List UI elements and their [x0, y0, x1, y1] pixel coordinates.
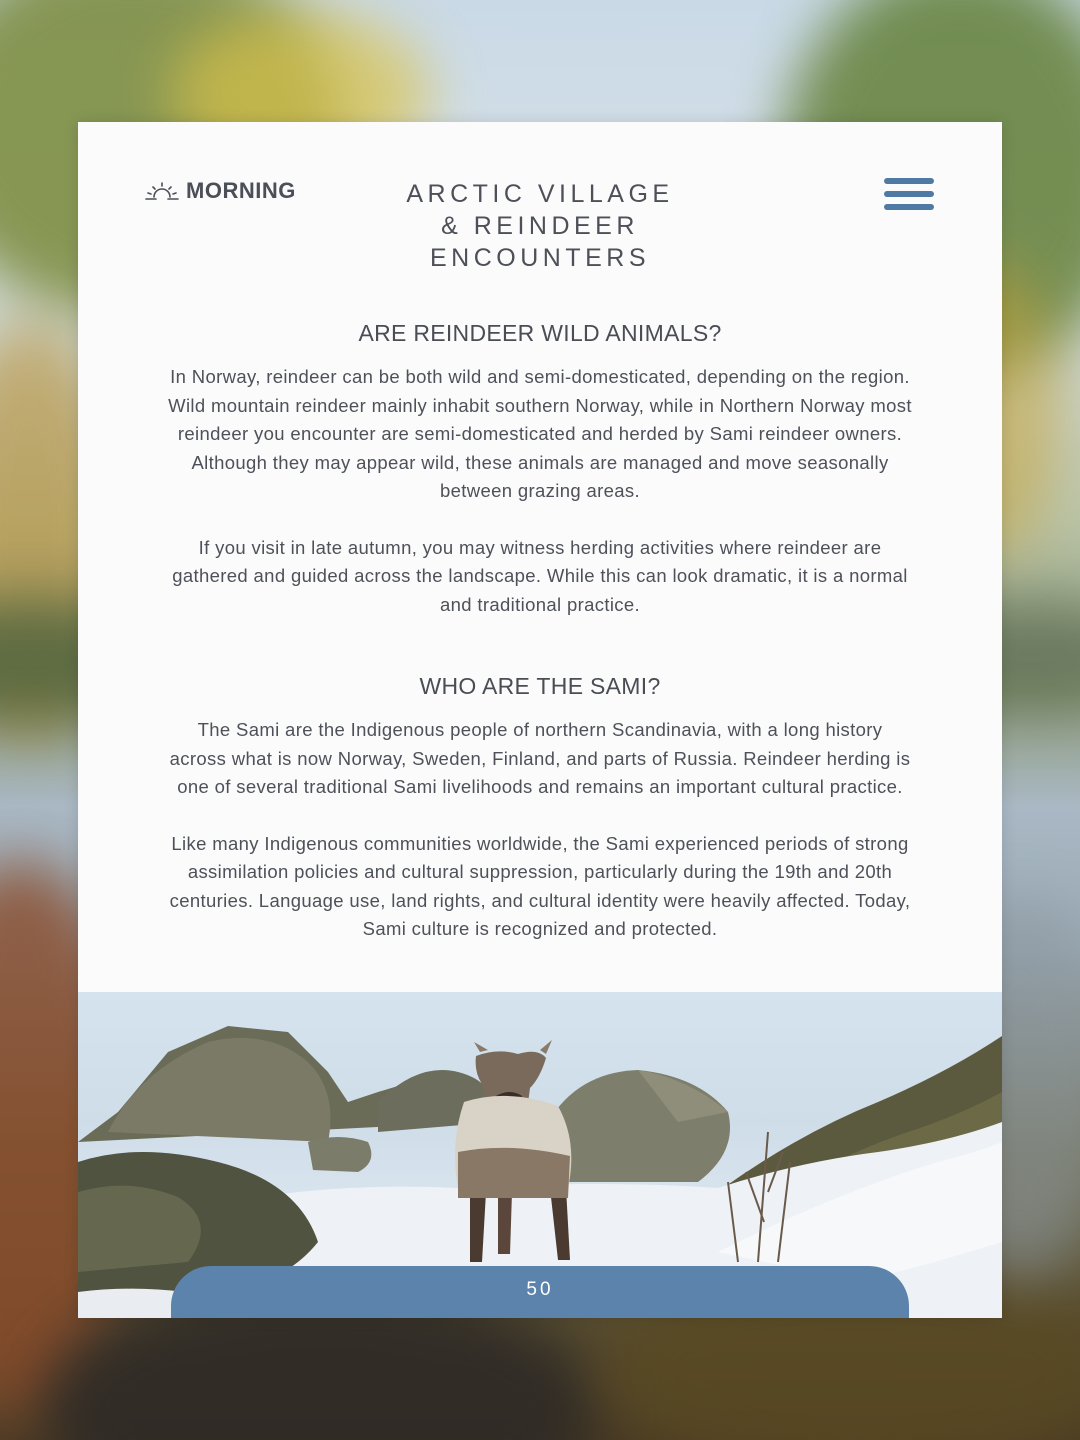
- paragraph: The Sami are the Indigenous people of northern Scandinavia, with a long history across what is now Norway, Sweden, Finland, and parts of Russia. Reindeer herding is one of several traditional Sami livelihoods and remains an important cultural practice.: [169, 719, 911, 797]
- paragraph: Like many Indigenous communities worldwide, the Sami experienced periods of strong assimilation policies and cultural suppression, particularly during the 19th and 20th centuries. Language use, land rights, and cultural identity were heavily affected. Today, Sami culture is recognized and protected.: [169, 832, 911, 939]
- page-title: [340, 178, 740, 274]
- guide-page: [78, 122, 1002, 1318]
- paragraph: In Norway, reindeer can be both wild and semi-domesticated, depending on the region. Wild mountain reindeer mainly inhabit southern Norway, while in Northern Norway most reindeer you encounter are semi-domesticated and herded by Sami reindeer owners. Although they may appear wild, these animals are managed and move seasonally between grazing areas.: [168, 366, 912, 501]
- section-label: MORNING: [186, 178, 296, 203]
- paragraph: If you visit in late autumn, you may witness herding activities where reindeer are gathered and guided across the landscape. While this can look dramatic, it is a normal and traditional practice.: [172, 536, 908, 615]
- sunrise-icon: [144, 180, 180, 202]
- title-line: ENCOUNTERS: [429, 244, 650, 272]
- title-line: & REINDEER: [441, 212, 639, 240]
- section-tag: [144, 178, 296, 204]
- title-line: ARCTIC VILLAGE: [406, 180, 674, 208]
- section-heading: ARE REINDEER WILD ANIMALS?: [358, 320, 722, 346]
- page-number: 50: [526, 1279, 554, 1300]
- page-number-tab: [171, 1266, 909, 1318]
- hamburger-menu-icon[interactable]: [884, 177, 936, 215]
- article-body: [168, 320, 912, 944]
- section-heading: WHO ARE THE SAMI?: [419, 673, 661, 699]
